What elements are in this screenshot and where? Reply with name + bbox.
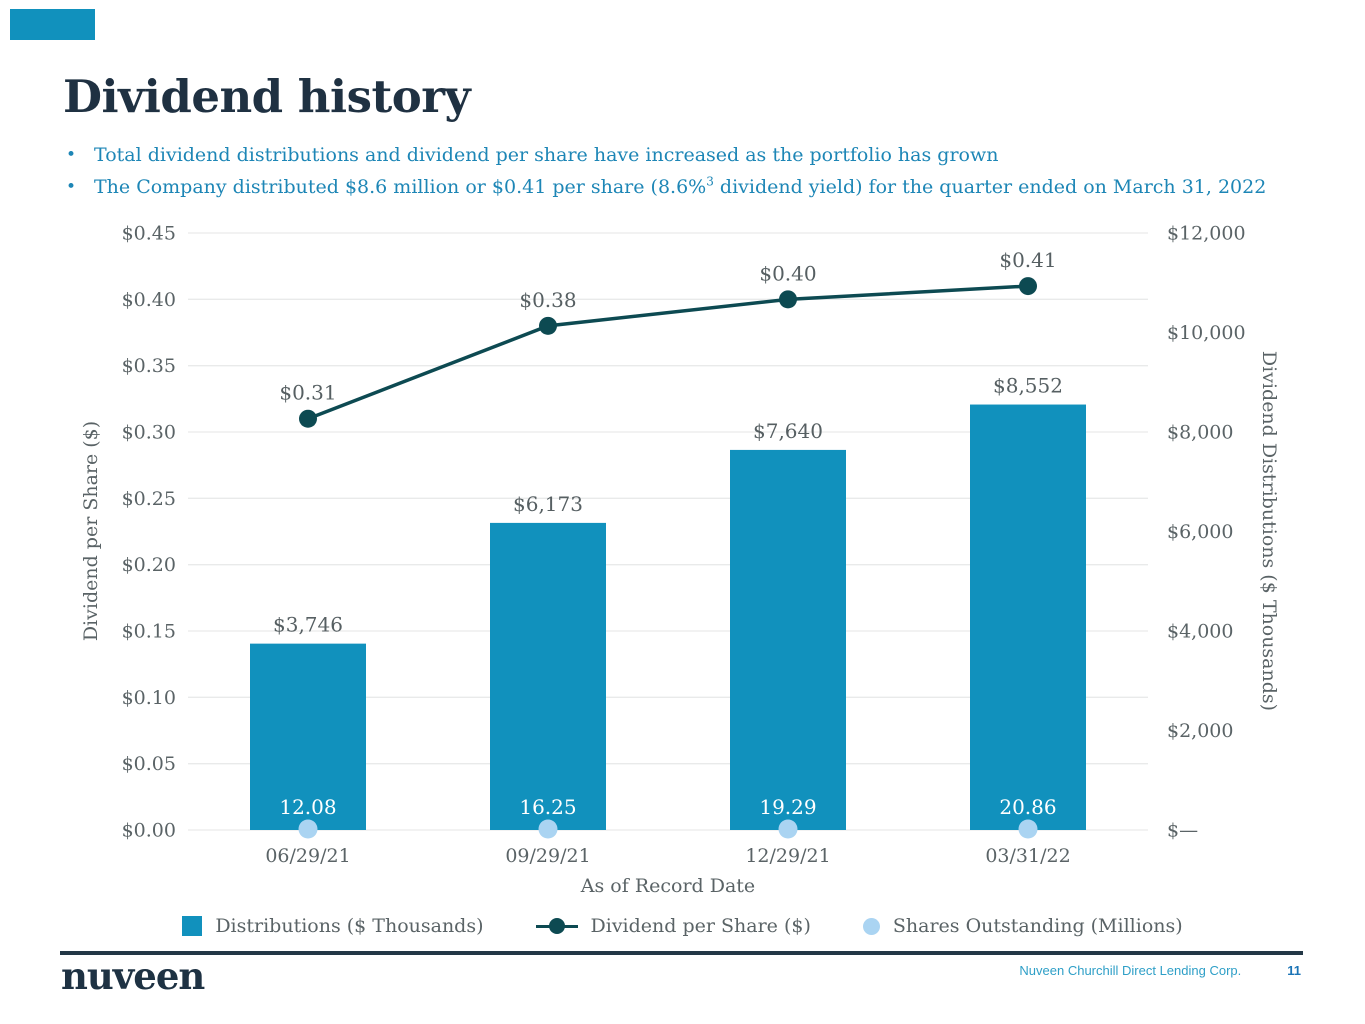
right-axis-title: Dividend Distributions ($ Thousands)	[1258, 350, 1280, 712]
legend-label: Distributions ($ Thousands)	[215, 915, 484, 937]
nuveen-logo: nuveen	[61, 954, 205, 998]
shares-outstanding-label: 20.86	[999, 795, 1057, 819]
shares-outstanding-label: 16.25	[519, 795, 577, 819]
shares-outstanding-label: 19.29	[759, 795, 817, 819]
page-title: Dividend history	[63, 70, 471, 123]
dividend-per-share-point	[539, 317, 557, 335]
right-axis-tick: $—	[1167, 819, 1199, 842]
distribution-bar	[970, 405, 1086, 830]
x-axis-label: 06/29/21	[265, 845, 351, 867]
left-axis-tick: $0.05	[121, 753, 176, 776]
shares-outstanding-dot	[539, 820, 558, 839]
line-marker-icon	[536, 917, 578, 935]
left-axis-tick: $0.30	[121, 421, 176, 444]
left-axis-tick: $0.20	[121, 554, 176, 577]
bar-value-label: $7,640	[753, 418, 823, 443]
left-axis-tick: $0.45	[121, 222, 176, 245]
left-axis-tick: $0.35	[121, 355, 176, 378]
dividend-per-share-line	[308, 286, 1028, 419]
x-axis-label: 12/29/21	[745, 845, 831, 867]
dividend-per-share-point	[779, 290, 797, 308]
left-axis-tick: $0.25	[121, 487, 176, 510]
line-value-label: $0.38	[519, 287, 577, 312]
chart-legend	[0, 915, 1365, 937]
right-axis-tick: $8,000	[1167, 421, 1234, 444]
bar-value-label: $3,746	[273, 612, 343, 637]
bar-value-label: $8,552	[993, 373, 1063, 398]
right-axis-tick: $6,000	[1167, 521, 1234, 543]
bullet-text: • The Company distributed $8.6 million or $0.41 per share (8.6%$^3$ dividend yield) for the quarter ended on March 31, 2022	[94, 174, 1267, 198]
footer-divider	[60, 951, 1303, 955]
dot-swatch-icon	[863, 918, 880, 935]
legend-item-distributions	[182, 915, 483, 937]
shares-outstanding-dot	[779, 820, 798, 839]
dividend-per-share-point	[1019, 277, 1037, 295]
page-number: 11	[1287, 963, 1301, 978]
bar-swatch-icon	[182, 916, 202, 936]
left-axis-tick: $0.40	[121, 288, 176, 311]
shares-outstanding-label: 12.08	[279, 795, 337, 819]
line-value-label: $0.40	[759, 261, 817, 286]
line-value-label: $0.41	[999, 248, 1057, 273]
legend-label: Dividend per Share ($)	[590, 915, 811, 937]
right-axis-tick: $12,000	[1167, 222, 1246, 245]
right-axis-tick: $10,000	[1167, 322, 1246, 344]
right-axis-tick: $4,000	[1167, 620, 1234, 643]
left-axis-tick: $0.10	[121, 686, 176, 709]
left-axis-title: Dividend per Share ($)	[80, 420, 102, 642]
legend-item-dividend-per-share	[536, 915, 811, 937]
distribution-bar	[730, 450, 846, 830]
bullet-text: • Total dividend distributions and dividend per share have increased as the portfolio has grown	[94, 144, 999, 166]
footnote-superscript: 3	[706, 174, 714, 189]
x-axis-label: 09/29/21	[505, 845, 591, 867]
right-axis-tick: $2,000	[1167, 720, 1234, 742]
shares-outstanding-dot	[1019, 820, 1038, 839]
left-axis-tick: $0.15	[121, 620, 176, 643]
shares-outstanding-dot	[299, 820, 318, 839]
dividend-per-share-point	[299, 410, 317, 428]
footer-company: Nuveen Churchill Direct Lending Corp.	[1019, 963, 1242, 978]
left-axis-tick: $0.00	[121, 819, 176, 842]
legend-label: Shares Outstanding (Millions)	[892, 915, 1183, 937]
line-value-label: $0.31	[279, 380, 337, 405]
distribution-bar	[490, 523, 606, 830]
bar-value-label: $6,173	[513, 491, 583, 516]
legend-item-shares-outstanding	[863, 915, 1183, 937]
footer-right	[1019, 963, 1301, 978]
x-axis-title: As of Record Date	[580, 875, 756, 897]
x-axis-label: 03/31/22	[985, 845, 1071, 867]
